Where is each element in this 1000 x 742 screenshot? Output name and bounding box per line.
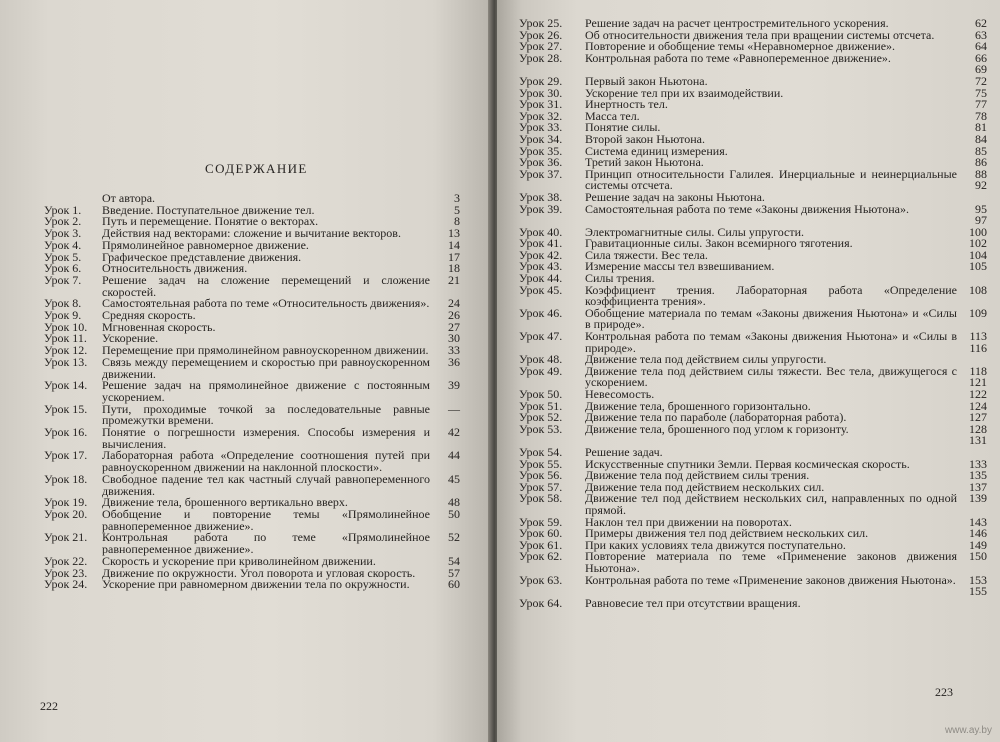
toc-entry: [519, 421, 987, 448]
lesson-title: Невесомость.: [585, 387, 655, 401]
toc-entry: [519, 493, 987, 516]
page-ref: 143: [969, 514, 987, 529]
toc-entry: [44, 401, 460, 428]
page-ref: 84: [975, 131, 987, 146]
page-ref: 30: [448, 331, 460, 346]
right-page: [497, 0, 1000, 742]
lesson-number: Урок 26.: [519, 27, 563, 42]
lesson-number: Урок 22.: [44, 553, 88, 568]
toc-heading: СОДЕРЖАНИЕ: [205, 161, 308, 176]
lesson-title: Измерение массы тел взвешиванием.: [585, 259, 775, 274]
page-ref: 95 97: [975, 201, 987, 228]
lesson-number: Урок 3.: [44, 226, 82, 241]
lesson-number: Урок 64.: [519, 595, 563, 610]
lesson-number: Урок 15.: [44, 401, 88, 416]
lesson-number: Урок 54.: [519, 444, 563, 459]
lesson-title: Свободное падение тел как частный случай равнопеременного движения.: [102, 471, 430, 498]
lesson-title: Наклон тел при движении на поворотах.: [585, 514, 792, 529]
lesson-title: Движение тела по параболе (лабораторная работа).: [585, 410, 847, 425]
lesson-title: Повторение и обобщение темы «Неравномерное движение».: [585, 39, 896, 54]
page-ref: 88 92: [975, 166, 987, 193]
lesson-number: Урок 52.: [519, 410, 563, 425]
watermark: www.ay.by: [944, 725, 992, 736]
lesson-title: Решение задач.: [585, 444, 663, 459]
lesson-title: Решение задач на прямолинейное движение с постоянным ускорением.: [102, 378, 430, 404]
page-ref: 78: [975, 108, 987, 123]
lesson-number: Урок 63.: [519, 572, 563, 587]
page-ref: 36: [448, 354, 460, 369]
lesson-title: Средняя скорость.: [102, 308, 196, 323]
page-ref: 104: [969, 247, 987, 262]
toc-entry: [519, 572, 987, 599]
lesson-title: Введение. Поступательное движение тел.: [102, 202, 315, 217]
toc-entry: [44, 272, 460, 299]
lesson-title: Силы трения.: [585, 271, 655, 286]
lesson-number: Урок 40.: [519, 224, 563, 239]
lesson-title: Масса тел.: [585, 108, 640, 123]
lesson-number: Урок 42.: [519, 247, 563, 262]
lesson-title: Сила тяжести. Вес тела.: [585, 247, 708, 262]
page-ref: 64: [975, 39, 987, 54]
lesson-number: Урок 59.: [519, 514, 563, 529]
page-ref: 108: [969, 282, 987, 297]
lesson-title: Относительность движения.: [102, 261, 248, 276]
lesson-title: Первый закон Ньютона.: [585, 73, 708, 88]
page-ref: 50: [448, 506, 460, 521]
lesson-title: Движение тела под действием нескольких сил.: [585, 479, 825, 494]
page-number-left: 222: [40, 699, 58, 713]
page-ref: 81: [975, 120, 987, 135]
lesson-title: Электромагнитные силы. Силы упругости.: [585, 224, 805, 239]
page-ref: 122: [969, 387, 987, 401]
lesson-number: Урок 41.: [519, 236, 563, 251]
toc-entry: [519, 595, 987, 610]
page-ref: 105: [969, 259, 987, 274]
page-ref: 127: [969, 410, 987, 425]
lesson-title: Контрольная работа по темам «Законы движения Ньютона» и «Силы в природе».: [585, 329, 957, 355]
lesson-number: Урок 37.: [519, 166, 563, 181]
page-ref: 72: [975, 73, 987, 88]
lesson-number: Урок 49.: [519, 363, 563, 378]
page-ref: 17: [448, 249, 460, 264]
lesson-title: Пути, проходимые точкой за последовательные равные промежутки времени.: [102, 401, 430, 428]
page-ref: [957, 598, 987, 610]
lesson-number: Урок 9.: [44, 308, 82, 323]
lesson-number: Урок 31.: [519, 97, 563, 112]
lesson-title: Обобщение материала по темам «Законы движения Ньютона» и «Силы в природе».: [585, 305, 957, 332]
page-ref: 128 131: [969, 421, 987, 448]
lesson-title: Мгновенная скорость.: [102, 319, 216, 334]
lesson-number: Урок 12.: [44, 343, 88, 358]
lesson-number: Урок 28.: [519, 50, 563, 65]
lesson-title: Коэффициент трения. Лабораторная работа «Определение коэффициента трения».: [585, 282, 957, 309]
page-ref: 26: [448, 308, 460, 323]
page-ref: 133: [969, 456, 987, 471]
page-ref: 63: [975, 27, 987, 42]
lesson-number: Урок 4.: [44, 237, 82, 252]
lesson-title: Движение тела под действием силы тяжести. Вес тела, движущегося с ускорением.: [585, 363, 957, 390]
page-ref: 109: [969, 305, 987, 320]
lesson-number: Урок 51.: [519, 398, 563, 413]
lesson-number: Урок 7.: [44, 272, 82, 287]
page-ref: 135: [969, 468, 987, 483]
lesson-number: Урок 57.: [519, 479, 563, 494]
page-ref: 102: [969, 236, 987, 251]
page-ref: 139: [969, 491, 987, 506]
toc-entry: [519, 50, 987, 77]
toc-entry: [519, 551, 987, 574]
lesson-title: Движение тела, брошенного вертикально вверх.: [102, 495, 348, 510]
lesson-title: Движение тела, брошенного горизонтально.: [585, 398, 811, 413]
page-ref: 113 116: [969, 329, 987, 355]
page-ref: 39: [448, 378, 460, 393]
lesson-title: Третий закон Ньютона.: [585, 155, 704, 170]
toc-entry: [519, 331, 987, 354]
lesson-title: Решение задач на сложение перемещений и сложение скоростей.: [102, 272, 430, 299]
lesson-number: Урок 56.: [519, 468, 563, 483]
lesson-title: Контрольная работа по теме «Равнопеременное движение».: [585, 50, 891, 65]
page-ref: 44: [448, 448, 460, 463]
lesson-number: Урок 10.: [44, 319, 88, 334]
page-ref: —: [448, 401, 460, 416]
toc-entry: [44, 471, 460, 498]
toc-entry: [519, 305, 987, 332]
page-ref: 21: [448, 272, 460, 287]
lesson-number: Урок 55.: [519, 456, 563, 471]
page-ref: 149: [969, 537, 987, 552]
lesson-title: Об относительности движения тела при вращении системы отсчета.: [585, 27, 935, 42]
page-ref: 48: [448, 495, 460, 510]
page-ref: 66 69: [975, 50, 987, 77]
page-ref: 146: [969, 526, 987, 541]
lesson-number: Урок 44.: [519, 271, 563, 286]
toc-entry: [44, 427, 460, 450]
page-ref: 8: [454, 214, 460, 229]
page-ref: 124: [969, 398, 987, 413]
page-ref: 18: [448, 261, 460, 276]
page-ref: 27: [448, 319, 460, 334]
lesson-title: Принцип относительности Галилея. Инерциальные и неинерциальные системы отсчета.: [585, 166, 957, 193]
page-ref: 100: [969, 224, 987, 239]
lesson-number: Урок 47.: [519, 329, 563, 344]
page-ref: 118 121: [969, 363, 987, 390]
lesson-title: Ускорение.: [102, 331, 159, 346]
toc-entry: [519, 363, 987, 390]
lesson-title: Повторение материала по теме «Применение законов движения Ньютона».: [585, 549, 957, 575]
lesson-number: Урок 8.: [44, 296, 82, 311]
lesson-number: Урок 60.: [519, 526, 563, 541]
lesson-number: Урок 21.: [44, 530, 88, 545]
page-ref: 3: [454, 191, 460, 205]
lesson-title: Равновесие тел при отсутствии вращения.: [585, 595, 801, 610]
lesson-title: Прямолинейное равномерное движение.: [102, 237, 309, 252]
lesson-number: Урок 20.: [44, 506, 88, 521]
lesson-number: Урок 24.: [44, 577, 88, 592]
lesson-title: Решение задач на расчет центростремительного ускорения.: [585, 16, 889, 30]
toc-entry: [519, 201, 987, 228]
lesson-number: Урок 5.: [44, 249, 82, 264]
lesson-number: Урок 50.: [519, 387, 563, 401]
lesson-number: Урок 32.: [519, 108, 563, 123]
lesson-number: Урок 6.: [44, 261, 82, 276]
lesson-number: Урок 16.: [44, 425, 88, 440]
lesson-title: Инертность тел.: [585, 97, 668, 112]
lesson-number: Урок 14.: [44, 378, 88, 393]
lesson-title: Ускорение при равномерном движении тела по окружности.: [102, 577, 410, 592]
lesson-title: Связь между перемещением и скоростью при равноускоренном движении.: [102, 354, 430, 381]
lesson-number: Урок 45.: [519, 282, 563, 297]
lesson-title: Движение тела, брошенного под углом к горизонту.: [585, 421, 849, 436]
lesson-number: Урок 39.: [519, 201, 563, 216]
page-ref: 62: [975, 16, 987, 30]
page-ref: 85: [975, 143, 987, 158]
lesson-title: От автора.: [102, 191, 156, 205]
page-ref: 54: [448, 553, 460, 568]
lesson-title: Понятие силы.: [585, 120, 661, 135]
page-ref: 52: [448, 530, 460, 545]
lesson-title: Движение по окружности. Угол поворота и угловая скорость.: [102, 565, 416, 580]
lesson-number: Урок 25.: [519, 16, 563, 30]
page-ref: 24: [448, 296, 460, 311]
lesson-number: Урок 13.: [44, 354, 88, 369]
lesson-title: Решение задач на законы Ньютона.: [585, 189, 765, 204]
page-ref: 75: [975, 85, 987, 100]
page-ref: 33: [448, 343, 460, 358]
lesson-title: Самостоятельная работа по теме «Относительность движения».: [102, 296, 430, 311]
page-ref: 57: [448, 565, 460, 580]
toc-entry: [44, 532, 460, 555]
lesson-title: Гравитационные силы. Закон всемирного тяготения.: [585, 236, 853, 251]
lesson-number: Урок 30.: [519, 85, 563, 100]
lesson-number: Урок 58.: [519, 491, 563, 506]
lesson-title: Система единиц измерения.: [585, 143, 728, 158]
lesson-title: Движение тел под действием нескольких сил, направленных по одной прямой.: [585, 491, 957, 517]
lesson-number: Урок 61.: [519, 537, 563, 552]
lesson-number: Урок 1.: [44, 202, 82, 217]
toc-list-right: [519, 18, 987, 609]
lesson-number: Урок 38.: [519, 189, 563, 204]
lesson-title: Скорость и ускорение при криволинейном движении.: [102, 553, 376, 568]
lesson-number: Урок 62.: [519, 549, 563, 564]
page-ref: 14: [448, 237, 460, 252]
page-ref: 45: [448, 471, 460, 486]
page-number-right: 223: [935, 685, 953, 699]
toc-entry: [44, 579, 460, 591]
page-ref: 153 155: [969, 572, 987, 599]
page-ref: 5: [454, 202, 460, 217]
lesson-title: Понятие о погрешности измерения. Способы измерения и вычисления.: [102, 425, 430, 451]
lesson-number: Урок 17.: [44, 448, 88, 463]
toc-entry: [519, 166, 987, 193]
toc-entry: [44, 354, 460, 381]
lesson-title: Самостоятельная работа по теме «Законы движения Ньютона».: [585, 201, 909, 216]
lesson-number: Урок 11.: [44, 331, 87, 346]
lesson-title: Лабораторная работа «Определение соотношения путей при равноускоренном движении на наклонной плоскости».: [102, 448, 430, 475]
lesson-title: Действия над векторами: сложение и вычитание векторов.: [102, 226, 401, 241]
lesson-title: Примеры движения тел под действием нескольких сил.: [585, 526, 869, 541]
lesson-number: Урок 36.: [519, 155, 563, 170]
toc-entry: [44, 506, 460, 533]
lesson-title: При каких условиях тела движутся поступательно.: [585, 537, 846, 552]
page-ref: 150: [969, 549, 987, 564]
toc-entry: [44, 450, 460, 473]
lesson-number: Урок 34.: [519, 131, 563, 146]
lesson-title: Второй закон Ньютона.: [585, 131, 705, 146]
lesson-title: Обобщение и повторение темы «Прямолинейное равнопеременное движение».: [102, 506, 430, 533]
lesson-title: Ускорение тел при их взаимодействии.: [585, 85, 784, 100]
toc-entry: [44, 380, 460, 403]
lesson-number: Урок 2.: [44, 214, 82, 229]
lesson-title: Движение тела под действием силы упругости.: [585, 352, 827, 367]
lesson-number: Урок 33.: [519, 120, 563, 135]
lesson-number: Урок 19.: [44, 495, 88, 510]
lesson-title: Контрольная работа по теме «Применение законов движения Ньютона».: [585, 572, 956, 587]
page-ref: 60: [448, 577, 460, 592]
page-ref: 137: [969, 479, 987, 494]
lesson-number: Урок 29.: [519, 73, 563, 88]
lesson-title: Контрольная работа по теме «Прямолинейное равнопеременное движение».: [102, 530, 430, 557]
page-ref: 86: [975, 155, 987, 170]
lesson-title: Перемещение при прямолинейном равноускоренном движении.: [102, 343, 429, 358]
lesson-title: Путь и перемещение. Понятие о векторах.: [102, 214, 319, 229]
lesson-number: Урок 27.: [519, 39, 563, 54]
lesson-title: Графическое представление движения.: [102, 249, 302, 264]
lesson-number: Урок 53.: [519, 421, 563, 436]
left-page: [0, 0, 492, 742]
lesson-title: Искусственные спутники Земли. Первая космическая скорость.: [585, 456, 910, 471]
page-ref: 42: [448, 425, 460, 440]
lesson-number: Урок 46.: [519, 305, 563, 320]
page-ref: 77: [975, 97, 987, 112]
lesson-number: Урок 18.: [44, 471, 88, 486]
toc-entry: [519, 282, 987, 309]
lesson-number: Урок 43.: [519, 259, 563, 274]
page-ref: 13: [448, 226, 460, 241]
toc-list-left: [44, 193, 460, 591]
lesson-number: Урок 35.: [519, 143, 563, 158]
lesson-title: Движение тела под действием силы трения.: [585, 468, 810, 483]
lesson-number: Урок 48.: [519, 352, 563, 367]
lesson-number: Урок 23.: [44, 565, 88, 580]
